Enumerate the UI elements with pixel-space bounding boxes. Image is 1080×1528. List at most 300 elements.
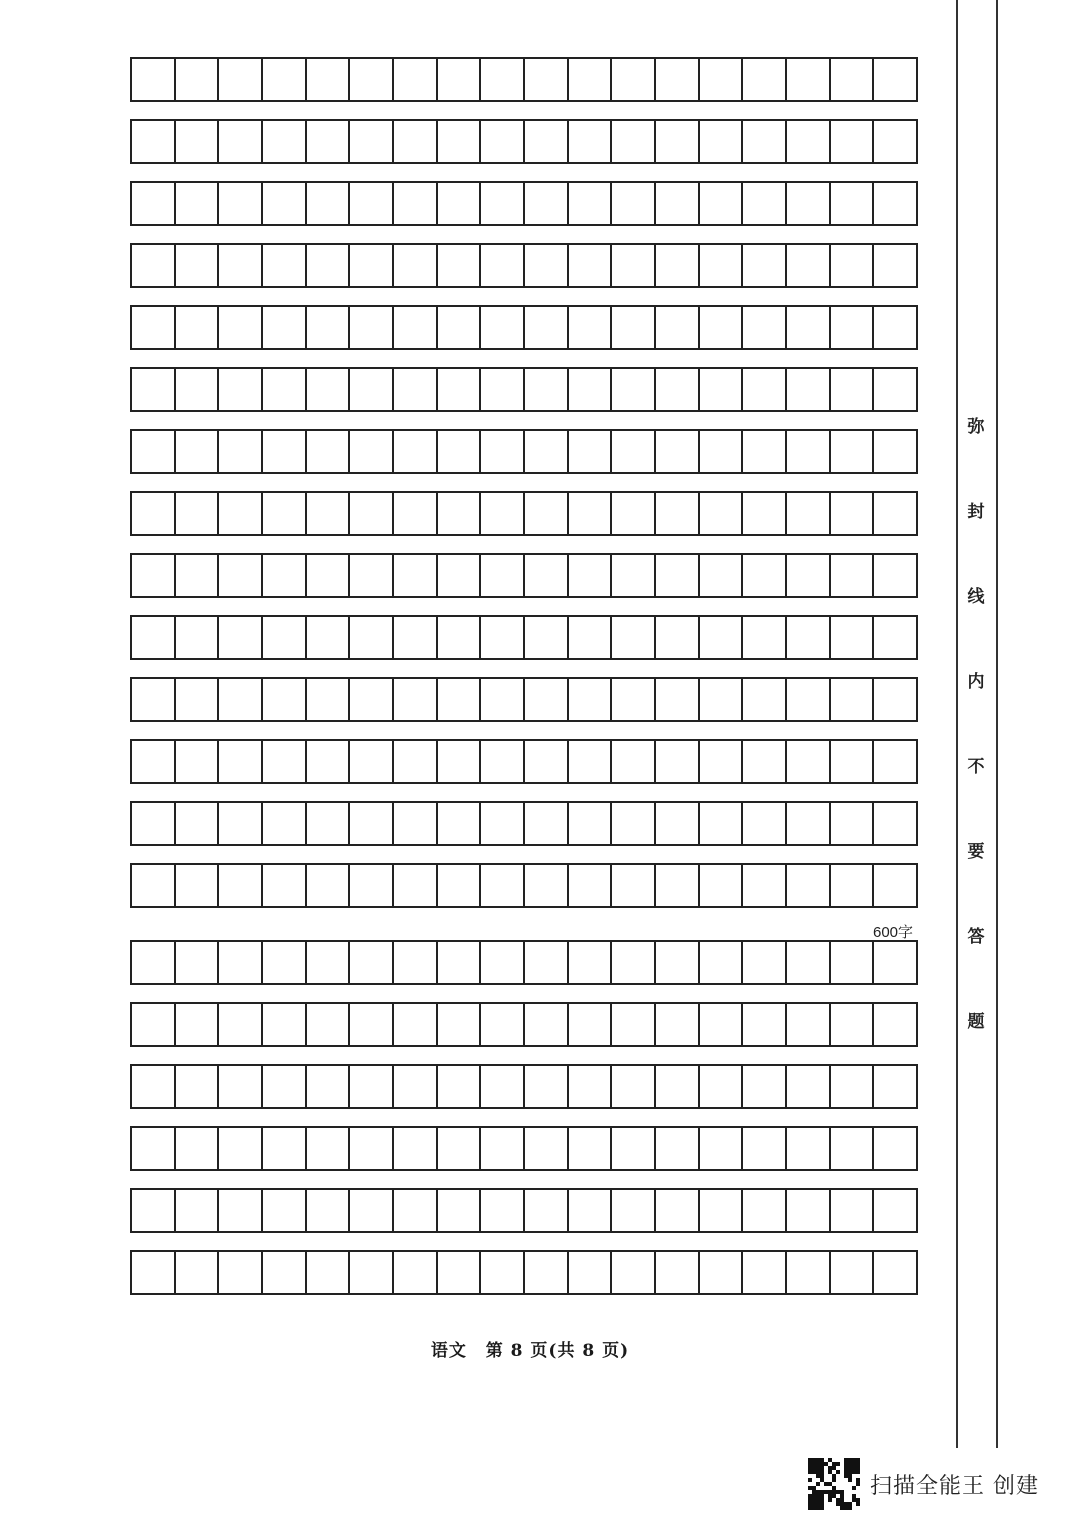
writing-cell[interactable] — [743, 741, 787, 782]
writing-cell[interactable] — [438, 942, 482, 983]
writing-cell[interactable] — [700, 431, 744, 472]
writing-cell[interactable] — [438, 555, 482, 596]
writing-cell[interactable] — [481, 431, 525, 472]
writing-cell[interactable] — [350, 1004, 394, 1045]
writing-cell[interactable] — [700, 1066, 744, 1107]
writing-cell[interactable] — [700, 617, 744, 658]
writing-cell[interactable] — [656, 803, 700, 844]
writing-cell[interactable] — [656, 431, 700, 472]
writing-cell[interactable] — [132, 741, 176, 782]
writing-cell[interactable] — [569, 369, 613, 410]
writing-cell[interactable] — [831, 942, 875, 983]
writing-cell[interactable] — [263, 59, 307, 100]
writing-cell[interactable] — [787, 617, 831, 658]
writing-cell[interactable] — [132, 493, 176, 534]
writing-cell[interactable] — [263, 431, 307, 472]
writing-cell[interactable] — [176, 803, 220, 844]
writing-cell[interactable] — [787, 555, 831, 596]
writing-cell[interactable] — [394, 1066, 438, 1107]
writing-cell[interactable] — [569, 1066, 613, 1107]
writing-cell[interactable] — [176, 183, 220, 224]
writing-cell[interactable] — [831, 1004, 875, 1045]
writing-cell[interactable] — [350, 1190, 394, 1231]
writing-cell[interactable] — [656, 369, 700, 410]
writing-cell[interactable] — [612, 245, 656, 286]
writing-cell[interactable] — [612, 307, 656, 348]
writing-cell[interactable] — [743, 369, 787, 410]
writing-cell[interactable] — [700, 555, 744, 596]
writing-cell[interactable] — [263, 307, 307, 348]
writing-cell[interactable] — [438, 617, 482, 658]
writing-cell[interactable] — [656, 121, 700, 162]
writing-cell[interactable] — [656, 1066, 700, 1107]
writing-cell[interactable] — [132, 121, 176, 162]
writing-cell[interactable] — [350, 59, 394, 100]
writing-cell[interactable] — [481, 59, 525, 100]
writing-cell[interactable] — [874, 431, 916, 472]
writing-cell[interactable] — [612, 493, 656, 534]
writing-cell[interactable] — [569, 1128, 613, 1169]
writing-cell[interactable] — [569, 431, 613, 472]
writing-cell[interactable] — [569, 121, 613, 162]
writing-cell[interactable] — [132, 1066, 176, 1107]
writing-cell[interactable] — [176, 617, 220, 658]
writing-cell[interactable] — [438, 121, 482, 162]
writing-cell[interactable] — [831, 183, 875, 224]
writing-cell[interactable] — [525, 1066, 569, 1107]
writing-cell[interactable] — [481, 741, 525, 782]
writing-cell[interactable] — [132, 369, 176, 410]
writing-cell[interactable] — [263, 1190, 307, 1231]
writing-cell[interactable] — [219, 307, 263, 348]
writing-cell[interactable] — [831, 307, 875, 348]
writing-cell[interactable] — [787, 1190, 831, 1231]
writing-cell[interactable] — [263, 493, 307, 534]
writing-cell[interactable] — [263, 942, 307, 983]
writing-cell[interactable] — [263, 1004, 307, 1045]
writing-cell[interactable] — [612, 617, 656, 658]
writing-cell[interactable] — [481, 307, 525, 348]
writing-cell[interactable] — [350, 1128, 394, 1169]
writing-cell[interactable] — [525, 1128, 569, 1169]
writing-cell[interactable] — [481, 1128, 525, 1169]
writing-cell[interactable] — [700, 1252, 744, 1293]
writing-cell[interactable] — [438, 865, 482, 906]
writing-cell[interactable] — [307, 865, 351, 906]
writing-cell[interactable] — [394, 803, 438, 844]
writing-cell[interactable] — [438, 1128, 482, 1169]
writing-cell[interactable] — [874, 369, 916, 410]
writing-cell[interactable] — [132, 1252, 176, 1293]
writing-cell[interactable] — [350, 555, 394, 596]
writing-cell[interactable] — [394, 1128, 438, 1169]
writing-cell[interactable] — [743, 617, 787, 658]
writing-cell[interactable] — [350, 369, 394, 410]
writing-cell[interactable] — [700, 741, 744, 782]
writing-cell[interactable] — [874, 741, 916, 782]
writing-cell[interactable] — [569, 1004, 613, 1045]
writing-cell[interactable] — [438, 1004, 482, 1045]
writing-cell[interactable] — [176, 245, 220, 286]
writing-cell[interactable] — [350, 121, 394, 162]
writing-cell[interactable] — [394, 1190, 438, 1231]
writing-cell[interactable] — [438, 307, 482, 348]
writing-cell[interactable] — [176, 1252, 220, 1293]
writing-cell[interactable] — [438, 59, 482, 100]
writing-cell[interactable] — [656, 183, 700, 224]
writing-cell[interactable] — [874, 803, 916, 844]
writing-cell[interactable] — [263, 245, 307, 286]
writing-cell[interactable] — [743, 183, 787, 224]
writing-cell[interactable] — [481, 1066, 525, 1107]
writing-cell[interactable] — [569, 555, 613, 596]
writing-cell[interactable] — [219, 741, 263, 782]
writing-cell[interactable] — [263, 1252, 307, 1293]
writing-cell[interactable] — [438, 1190, 482, 1231]
writing-cell[interactable] — [743, 865, 787, 906]
writing-cell[interactable] — [700, 803, 744, 844]
writing-cell[interactable] — [350, 617, 394, 658]
writing-cell[interactable] — [350, 865, 394, 906]
writing-cell[interactable] — [612, 1252, 656, 1293]
writing-cell[interactable] — [176, 1190, 220, 1231]
writing-cell[interactable] — [263, 617, 307, 658]
writing-cell[interactable] — [176, 741, 220, 782]
writing-cell[interactable] — [350, 307, 394, 348]
writing-cell[interactable] — [787, 942, 831, 983]
writing-cell[interactable] — [612, 803, 656, 844]
writing-cell[interactable] — [831, 369, 875, 410]
writing-cell[interactable] — [132, 555, 176, 596]
writing-cell[interactable] — [176, 555, 220, 596]
writing-cell[interactable] — [263, 121, 307, 162]
writing-cell[interactable] — [874, 307, 916, 348]
writing-cell[interactable] — [394, 741, 438, 782]
writing-cell[interactable] — [176, 679, 220, 720]
writing-cell[interactable] — [176, 307, 220, 348]
writing-cell[interactable] — [132, 803, 176, 844]
writing-cell[interactable] — [874, 1190, 916, 1231]
writing-cell[interactable] — [307, 245, 351, 286]
writing-cell[interactable] — [394, 1252, 438, 1293]
writing-cell[interactable] — [525, 307, 569, 348]
writing-cell[interactable] — [525, 431, 569, 472]
writing-cell[interactable] — [700, 369, 744, 410]
writing-cell[interactable] — [438, 183, 482, 224]
writing-cell[interactable] — [787, 1066, 831, 1107]
writing-cell[interactable] — [132, 1128, 176, 1169]
writing-cell[interactable] — [656, 617, 700, 658]
writing-cell[interactable] — [481, 121, 525, 162]
writing-cell[interactable] — [438, 1252, 482, 1293]
writing-cell[interactable] — [307, 307, 351, 348]
writing-cell[interactable] — [656, 493, 700, 534]
writing-cell[interactable] — [569, 803, 613, 844]
writing-cell[interactable] — [394, 555, 438, 596]
writing-cell[interactable] — [132, 59, 176, 100]
writing-cell[interactable] — [307, 1066, 351, 1107]
writing-cell[interactable] — [394, 121, 438, 162]
writing-cell[interactable] — [438, 245, 482, 286]
writing-cell[interactable] — [525, 183, 569, 224]
writing-cell[interactable] — [481, 1190, 525, 1231]
writing-cell[interactable] — [438, 369, 482, 410]
writing-cell[interactable] — [787, 741, 831, 782]
writing-cell[interactable] — [874, 617, 916, 658]
writing-cell[interactable] — [263, 679, 307, 720]
writing-cell[interactable] — [743, 555, 787, 596]
writing-cell[interactable] — [307, 1190, 351, 1231]
writing-cell[interactable] — [307, 1128, 351, 1169]
writing-cell[interactable] — [350, 183, 394, 224]
writing-cell[interactable] — [263, 369, 307, 410]
writing-cell[interactable] — [525, 679, 569, 720]
writing-cell[interactable] — [525, 245, 569, 286]
writing-cell[interactable] — [787, 865, 831, 906]
writing-cell[interactable] — [176, 1128, 220, 1169]
writing-cell[interactable] — [438, 493, 482, 534]
writing-cell[interactable] — [307, 679, 351, 720]
writing-cell[interactable] — [831, 555, 875, 596]
writing-cell[interactable] — [481, 493, 525, 534]
writing-cell[interactable] — [525, 555, 569, 596]
writing-cell[interactable] — [700, 1004, 744, 1045]
writing-cell[interactable] — [787, 431, 831, 472]
writing-cell[interactable] — [787, 369, 831, 410]
writing-cell[interactable] — [525, 369, 569, 410]
writing-cell[interactable] — [219, 431, 263, 472]
writing-cell[interactable] — [525, 59, 569, 100]
writing-cell[interactable] — [394, 245, 438, 286]
writing-cell[interactable] — [307, 121, 351, 162]
writing-cell[interactable] — [700, 679, 744, 720]
writing-cell[interactable] — [176, 59, 220, 100]
writing-cell[interactable] — [743, 493, 787, 534]
writing-cell[interactable] — [263, 741, 307, 782]
writing-cell[interactable] — [787, 1252, 831, 1293]
writing-cell[interactable] — [394, 307, 438, 348]
writing-cell[interactable] — [569, 59, 613, 100]
writing-cell[interactable] — [787, 307, 831, 348]
writing-cell[interactable] — [132, 679, 176, 720]
writing-cell[interactable] — [743, 1128, 787, 1169]
writing-cell[interactable] — [307, 59, 351, 100]
writing-cell[interactable] — [481, 245, 525, 286]
writing-cell[interactable] — [481, 865, 525, 906]
writing-cell[interactable] — [394, 431, 438, 472]
writing-cell[interactable] — [787, 493, 831, 534]
writing-cell[interactable] — [569, 183, 613, 224]
writing-cell[interactable] — [831, 741, 875, 782]
writing-cell[interactable] — [656, 307, 700, 348]
writing-cell[interactable] — [481, 555, 525, 596]
writing-cell[interactable] — [743, 679, 787, 720]
writing-cell[interactable] — [438, 431, 482, 472]
writing-cell[interactable] — [831, 59, 875, 100]
writing-cell[interactable] — [132, 617, 176, 658]
writing-cell[interactable] — [219, 555, 263, 596]
writing-cell[interactable] — [656, 245, 700, 286]
writing-cell[interactable] — [307, 493, 351, 534]
writing-cell[interactable] — [394, 493, 438, 534]
writing-cell[interactable] — [700, 245, 744, 286]
writing-cell[interactable] — [569, 741, 613, 782]
writing-cell[interactable] — [612, 942, 656, 983]
writing-cell[interactable] — [307, 431, 351, 472]
writing-cell[interactable] — [612, 183, 656, 224]
writing-cell[interactable] — [831, 1128, 875, 1169]
writing-cell[interactable] — [350, 245, 394, 286]
writing-cell[interactable] — [219, 1004, 263, 1045]
writing-cell[interactable] — [831, 1252, 875, 1293]
writing-cell[interactable] — [831, 679, 875, 720]
writing-cell[interactable] — [219, 183, 263, 224]
writing-cell[interactable] — [656, 1128, 700, 1169]
writing-cell[interactable] — [569, 1190, 613, 1231]
writing-cell[interactable] — [263, 865, 307, 906]
writing-cell[interactable] — [612, 1128, 656, 1169]
writing-cell[interactable] — [612, 1066, 656, 1107]
writing-cell[interactable] — [525, 741, 569, 782]
writing-cell[interactable] — [307, 741, 351, 782]
writing-cell[interactable] — [132, 865, 176, 906]
writing-cell[interactable] — [700, 865, 744, 906]
writing-cell[interactable] — [481, 1004, 525, 1045]
writing-cell[interactable] — [307, 183, 351, 224]
writing-cell[interactable] — [219, 1252, 263, 1293]
writing-cell[interactable] — [612, 679, 656, 720]
writing-cell[interactable] — [525, 121, 569, 162]
writing-cell[interactable] — [176, 369, 220, 410]
writing-cell[interactable] — [612, 369, 656, 410]
writing-cell[interactable] — [656, 555, 700, 596]
writing-cell[interactable] — [176, 431, 220, 472]
writing-cell[interactable] — [394, 617, 438, 658]
writing-cell[interactable] — [350, 1252, 394, 1293]
writing-cell[interactable] — [350, 803, 394, 844]
writing-cell[interactable] — [569, 245, 613, 286]
writing-cell[interactable] — [743, 307, 787, 348]
writing-cell[interactable] — [132, 245, 176, 286]
writing-cell[interactable] — [831, 245, 875, 286]
writing-cell[interactable] — [525, 1252, 569, 1293]
writing-cell[interactable] — [307, 369, 351, 410]
writing-cell[interactable] — [787, 1128, 831, 1169]
writing-cell[interactable] — [481, 1252, 525, 1293]
writing-cell[interactable] — [700, 121, 744, 162]
writing-cell[interactable] — [263, 1066, 307, 1107]
writing-cell[interactable] — [438, 679, 482, 720]
writing-cell[interactable] — [874, 1004, 916, 1045]
writing-cell[interactable] — [219, 245, 263, 286]
writing-cell[interactable] — [787, 59, 831, 100]
writing-cell[interactable] — [481, 617, 525, 658]
writing-cell[interactable] — [743, 1066, 787, 1107]
writing-cell[interactable] — [569, 493, 613, 534]
writing-cell[interactable] — [787, 1004, 831, 1045]
writing-cell[interactable] — [176, 121, 220, 162]
writing-cell[interactable] — [700, 1128, 744, 1169]
writing-cell[interactable] — [394, 59, 438, 100]
writing-cell[interactable] — [656, 679, 700, 720]
writing-cell[interactable] — [787, 183, 831, 224]
writing-cell[interactable] — [263, 803, 307, 844]
writing-cell[interactable] — [263, 183, 307, 224]
writing-cell[interactable] — [350, 741, 394, 782]
writing-cell[interactable] — [874, 942, 916, 983]
writing-cell[interactable] — [219, 121, 263, 162]
writing-cell[interactable] — [219, 369, 263, 410]
writing-cell[interactable] — [612, 555, 656, 596]
writing-cell[interactable] — [569, 617, 613, 658]
writing-cell[interactable] — [481, 942, 525, 983]
writing-cell[interactable] — [743, 121, 787, 162]
writing-cell[interactable] — [656, 1252, 700, 1293]
writing-cell[interactable] — [219, 942, 263, 983]
writing-cell[interactable] — [219, 865, 263, 906]
writing-cell[interactable] — [481, 369, 525, 410]
writing-cell[interactable] — [219, 1128, 263, 1169]
writing-cell[interactable] — [612, 865, 656, 906]
writing-cell[interactable] — [612, 1190, 656, 1231]
writing-cell[interactable] — [132, 1190, 176, 1231]
writing-cell[interactable] — [132, 942, 176, 983]
writing-cell[interactable] — [307, 942, 351, 983]
writing-cell[interactable] — [612, 431, 656, 472]
writing-cell[interactable] — [394, 865, 438, 906]
writing-cell[interactable] — [569, 942, 613, 983]
writing-cell[interactable] — [307, 803, 351, 844]
writing-cell[interactable] — [831, 493, 875, 534]
writing-cell[interactable] — [394, 1004, 438, 1045]
writing-cell[interactable] — [176, 865, 220, 906]
writing-cell[interactable] — [525, 1190, 569, 1231]
writing-cell[interactable] — [831, 617, 875, 658]
writing-cell[interactable] — [132, 183, 176, 224]
writing-cell[interactable] — [700, 942, 744, 983]
writing-cell[interactable] — [132, 431, 176, 472]
writing-cell[interactable] — [612, 1004, 656, 1045]
writing-cell[interactable] — [569, 307, 613, 348]
writing-cell[interactable] — [612, 741, 656, 782]
writing-cell[interactable] — [350, 942, 394, 983]
writing-cell[interactable] — [874, 1066, 916, 1107]
writing-cell[interactable] — [569, 865, 613, 906]
writing-cell[interactable] — [743, 1252, 787, 1293]
writing-cell[interactable] — [612, 121, 656, 162]
writing-cell[interactable] — [350, 431, 394, 472]
writing-cell[interactable] — [307, 555, 351, 596]
writing-cell[interactable] — [831, 431, 875, 472]
writing-cell[interactable] — [525, 865, 569, 906]
writing-cell[interactable] — [132, 1004, 176, 1045]
writing-cell[interactable] — [350, 1066, 394, 1107]
writing-cell[interactable] — [700, 307, 744, 348]
writing-cell[interactable] — [787, 245, 831, 286]
writing-cell[interactable] — [263, 1128, 307, 1169]
writing-cell[interactable] — [481, 679, 525, 720]
writing-cell[interactable] — [219, 59, 263, 100]
writing-cell[interactable] — [263, 555, 307, 596]
writing-cell[interactable] — [656, 865, 700, 906]
writing-cell[interactable] — [874, 679, 916, 720]
writing-cell[interactable] — [176, 1004, 220, 1045]
writing-cell[interactable] — [787, 679, 831, 720]
writing-cell[interactable] — [219, 617, 263, 658]
writing-cell[interactable] — [743, 431, 787, 472]
writing-cell[interactable] — [481, 183, 525, 224]
writing-cell[interactable] — [569, 1252, 613, 1293]
